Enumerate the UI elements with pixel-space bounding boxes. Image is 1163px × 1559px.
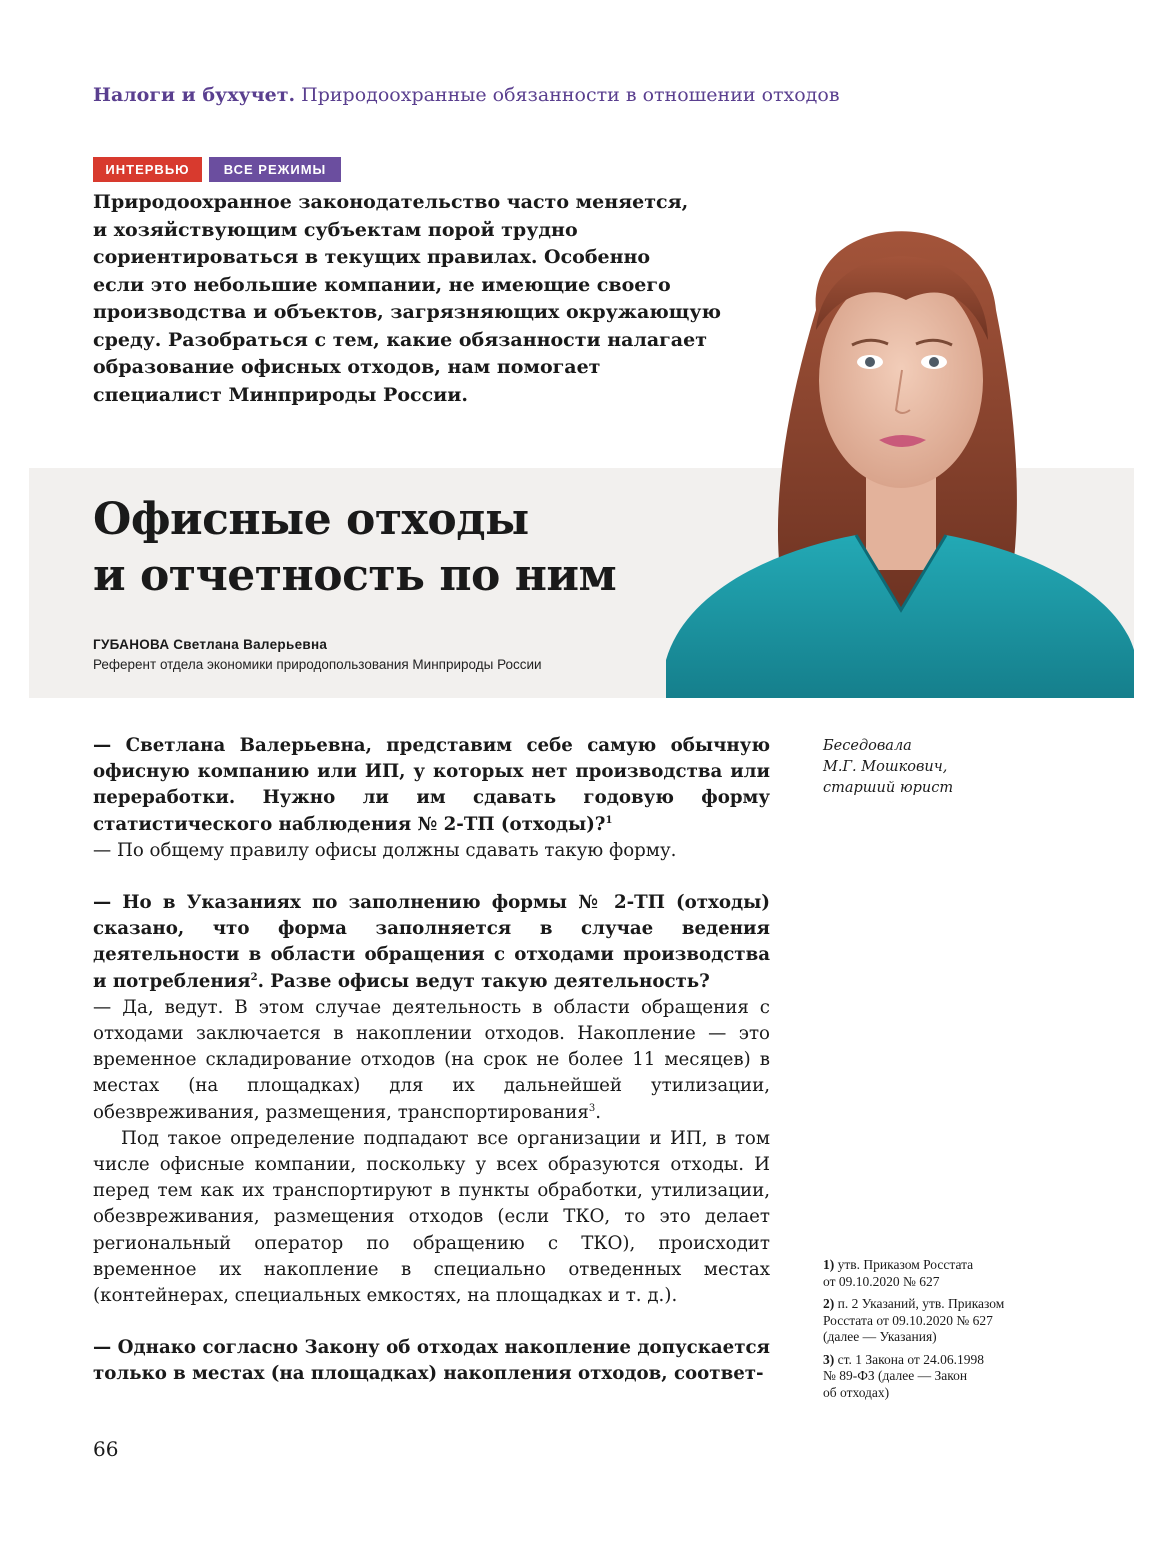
question-1	[93, 733, 770, 838]
answer-2-tail: .	[595, 1101, 602, 1123]
footnote-text: об отходах)	[823, 1384, 890, 1400]
lead-line: образование офисных отходов, нам помогает	[93, 356, 601, 378]
footnote-number: 3)	[823, 1351, 835, 1367]
interviewer-name: М.Г. Мошкович,	[823, 759, 948, 775]
footnote-text: п. 2 Указаний, утв. Приказом	[837, 1296, 1005, 1311]
footnotes	[823, 1257, 1053, 1407]
lead-line: производства и объектов, загрязняющих окружающую	[93, 301, 721, 323]
page-number: 66	[93, 1437, 119, 1461]
question-3: — Однако согласно Закону об отходах накопление допускается только в местах (на площадках) накопления отходов, соответ-	[93, 1337, 770, 1385]
lead-line: Природоохранное законодательство часто меняется,	[93, 191, 689, 213]
lead-line: среду. Разобраться с тем, какие обязанности налагает	[93, 328, 707, 351]
author-role: Референт отдела экономики природопользования Минприроды России	[93, 657, 542, 672]
footnote-text: Росстата от 09.10.2020 № 627	[823, 1312, 993, 1328]
lead-line: специалист Минприроды России.	[93, 383, 468, 406]
title-line-2: и отчетность по ним	[93, 550, 617, 601]
footnote-ref: 1	[605, 814, 613, 826]
section-name: Налоги и бухучет.	[93, 84, 296, 106]
interviewer-line: Беседовала	[823, 738, 912, 754]
footnote	[823, 1352, 1053, 1402]
question-1-text: — Светлана Валерьевна, представим себе самую обычную офисную компанию или ИП, у которых нет производства или переработки. Нужно ли им сдавать годовую форму статистического наблюдения № 2-ТП (отходы)?	[93, 735, 770, 835]
footnote-ref: 2	[250, 971, 258, 983]
answer-2-continued: Под такое определение подпадают все организации и ИП, в том числе офисные компании, поскольку у всех образуются отходы. И перед тем как их транспортируют в пункты обработки, утилизации, обезвреживания, размещения отходов (если ТКО, то это делает региональный оператор по обращению с ТКО), происходит временное их накопление в специально отведенных местах (контейнерах, специальных емкостях, на площадках и т. д.).	[93, 1127, 770, 1307]
title-line-1: Офисные отходы	[93, 494, 529, 545]
interviewer-credit	[823, 736, 1023, 799]
question-2-tail: . Разве офисы ведут такую деятельность?	[257, 970, 710, 992]
lead-line: и хозяйствующим субъектам порой трудно	[93, 218, 578, 241]
footnote-text: № 89-ФЗ (далее — Закон	[823, 1368, 968, 1383]
footnote-number: 1)	[823, 1257, 835, 1272]
author-name	[93, 637, 327, 652]
question-2-text: — Но в Указаниях по заполнению формы № 2-ТП (отходы) сказано, что форма заполняется в случае ведения деятельности в области обращения с отходами производства и потребления	[93, 892, 770, 992]
footnote	[823, 1257, 1053, 1290]
footnote-text: (далее — Указания)	[823, 1329, 937, 1344]
footnote-ref: 3	[588, 1102, 596, 1114]
footnote-text: от 09.10.2020 № 627	[823, 1273, 940, 1289]
article-body	[93, 733, 770, 1388]
tag-interview: ИНТЕРВЬЮ	[93, 157, 202, 182]
tag-all-regimes: ВСЕ РЕЖИМЫ	[209, 157, 341, 182]
lead-line: сориентироваться в текущих правилах. Особенно	[93, 246, 651, 268]
running-head	[93, 84, 840, 106]
answer-2-text: — Да, ведут. В этом случае деятельность в области обращения с отходами заключается в накоплении отходов. Накопление — это временное складирование отходов (на срок не более 11 месяцев) в местах (на площадках) для их дальнейшей утилизации, обезвреживания, размещения, транспортирования	[93, 996, 770, 1123]
answer-2	[93, 995, 770, 1126]
interviewer-title: старший юрист	[823, 780, 954, 796]
footnote	[823, 1296, 1053, 1346]
article-title	[93, 492, 616, 604]
footnote-text: утв. Приказом Росстата	[837, 1257, 974, 1272]
question-2	[93, 890, 770, 995]
author-surname: ГУБАНОВА	[93, 637, 170, 652]
answer-1: — По общему правилу офисы должны сдавать такую форму.	[93, 839, 677, 861]
lead-paragraph	[93, 189, 763, 409]
author-given-name: Светлана Валерьевна	[173, 637, 328, 652]
footnote-number: 2)	[823, 1296, 835, 1311]
subsection-name: Природоохранные обязанности в отношении отходов	[301, 84, 840, 106]
lead-line: если это небольшие компании, не имеющие своего	[93, 273, 671, 296]
footnote-text: ст. 1 Закона от 24.06.1998	[837, 1351, 984, 1367]
